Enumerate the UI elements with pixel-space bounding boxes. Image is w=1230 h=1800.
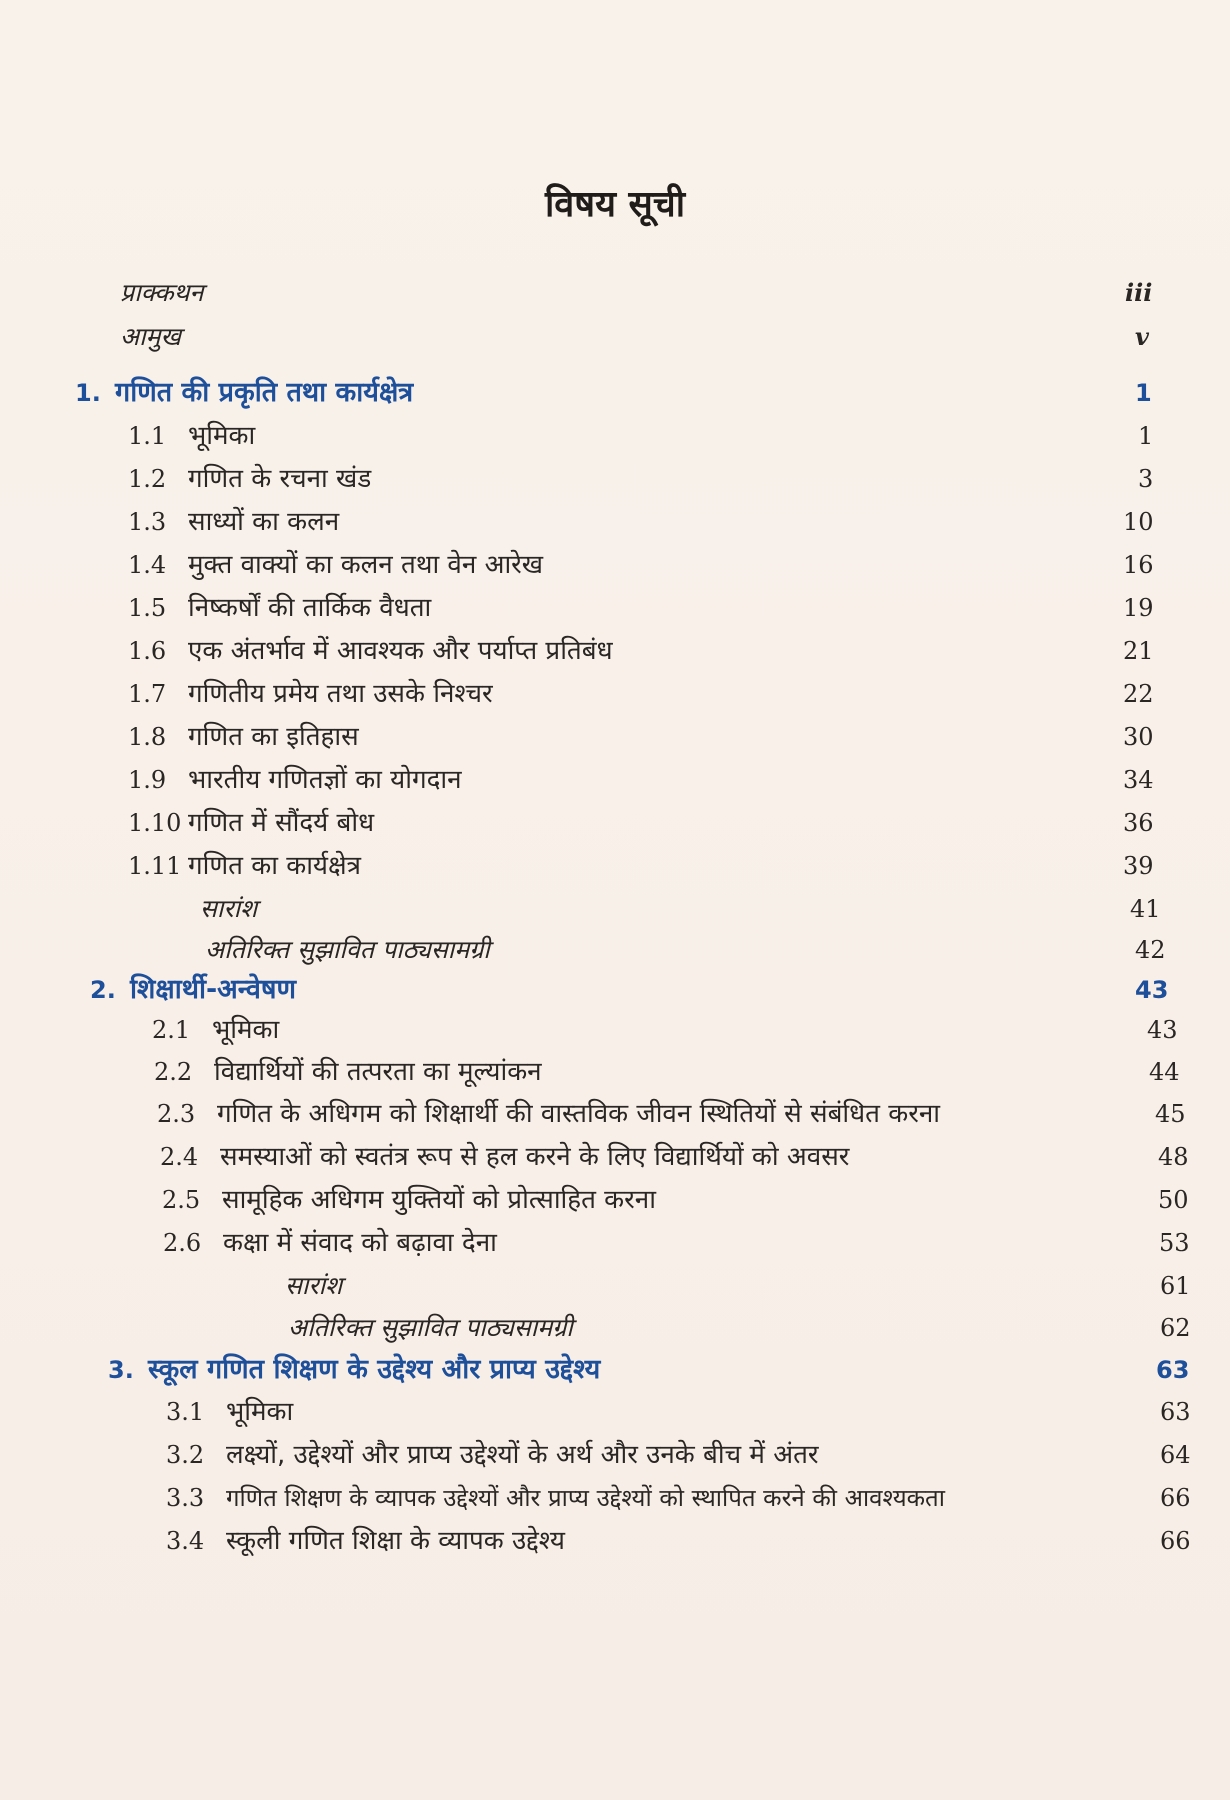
section-page: 1	[1138, 422, 1154, 450]
section-title: सामूहिक अधिगम युक्तियों को प्रोत्साहित करना	[222, 1185, 656, 1215]
section-page: 21	[1123, 637, 1154, 665]
summary-label: सारांश	[285, 1271, 343, 1300]
section-page: 30	[1123, 723, 1154, 751]
section-page: 22	[1123, 680, 1154, 708]
section-title: गणित शिक्षण के व्यापक उद्देश्यों और प्राप्य उद्देश्यों को स्थापित करने की आवश्यकता	[226, 1484, 945, 1512]
entry-label: प्राक्कथन	[120, 278, 204, 307]
chapter-page: 43	[1135, 976, 1169, 1004]
section-page: 64	[1160, 1441, 1191, 1469]
section-number: 1.11	[128, 852, 182, 880]
section-page: 43	[1147, 1016, 1178, 1044]
toc-entry-foreword	[120, 273, 1153, 313]
chapter-title: स्कूल गणित शिक्षण के उद्देश्य और प्राप्य उद्देश्य	[148, 1354, 601, 1385]
section-title: गणित में सौंदर्य बोध	[188, 808, 375, 838]
section-title: एक अंतर्भाव में आवश्यक और पर्याप्त प्रतिबंध	[188, 636, 613, 666]
chapter-title: शिक्षार्थी-अन्वेषण	[130, 974, 296, 1005]
toc-entry-preface	[120, 317, 1150, 357]
section-number: 3.4	[166, 1527, 205, 1555]
section-title: भूमिका	[212, 1015, 280, 1045]
section-number: 1.5	[128, 594, 167, 622]
entry-label: आमुख	[120, 322, 181, 351]
section-title: कक्षा में संवाद को बढ़ावा देना	[223, 1228, 497, 1258]
section-number: 1.1	[128, 422, 167, 450]
section-page: 19	[1123, 594, 1154, 622]
section-title: भूमिका	[226, 1397, 294, 1427]
section-page: 39	[1123, 852, 1154, 880]
toc-chapter-3	[108, 1350, 1188, 1390]
section-page: 16	[1123, 551, 1154, 579]
further-reading-label: अतिरिक्त सुझावित पाठ्यसामग्री	[288, 1313, 573, 1342]
section-page: 66	[1160, 1484, 1191, 1512]
section-number: 2.2	[154, 1058, 193, 1086]
section-title: विद्यार्थियों की तत्परता का मूल्यांकन	[214, 1057, 542, 1087]
section-number: 2.5	[162, 1186, 201, 1214]
chapter-title: गणित की प्रकृति तथा कार्यक्षेत्र	[115, 377, 414, 408]
section-number: 1.4	[128, 551, 167, 579]
section-page: 34	[1123, 766, 1154, 794]
section-page: 45	[1155, 1100, 1186, 1128]
section-page: 66	[1160, 1527, 1191, 1555]
section-title: साध्यों का कलन	[188, 507, 340, 537]
section-number: 1.8	[128, 723, 167, 751]
section-number: 2.1	[152, 1016, 191, 1044]
section-title: भारतीय गणितज्ञों का योगदान	[188, 765, 462, 795]
section-page: 10	[1123, 508, 1154, 536]
further-reading-label: अतिरिक्त सुझावित पाठ्यसामग्री	[205, 935, 490, 964]
summary-page: 61	[1160, 1272, 1191, 1300]
section-title: निष्कर्षों की तार्किक वैधता	[188, 593, 432, 623]
page-title: विषय सूची	[544, 184, 686, 225]
further-reading-page: 42	[1135, 936, 1166, 964]
section-number: 2.4	[160, 1143, 199, 1171]
section-title: गणितीय प्रमेय तथा उसके निश्चर	[188, 679, 493, 709]
section-number: 1.9	[128, 766, 167, 794]
entry-page: iii	[1125, 278, 1153, 307]
section-page: 44	[1149, 1058, 1180, 1086]
section-title: लक्ष्यों, उद्देश्यों और प्राप्य उद्देश्यों के अर्थ और उनके बीच में अंतर	[226, 1440, 819, 1470]
section-number: 2.6	[163, 1229, 202, 1257]
section-number: 1.6	[128, 637, 167, 665]
toc-chapter-1	[75, 373, 1155, 413]
section-page: 53	[1159, 1229, 1190, 1257]
further-reading-page: 62	[1160, 1314, 1191, 1342]
section-title: गणित के अधिगम को शिक्षार्थी की वास्तविक जीवन स्थितियों से संबंधित करना	[217, 1099, 940, 1129]
section-page: 36	[1123, 809, 1154, 837]
section-title: समस्याओं को स्वतंत्र रूप से हल करने के लिए विद्यार्थियों को अवसर	[220, 1142, 850, 1172]
section-title: गणित के रचना खंड	[188, 464, 372, 494]
entry-page: v	[1135, 322, 1149, 351]
chapter-page: 63	[1156, 1356, 1190, 1384]
section-title: गणित का कार्यक्षेत्र	[188, 851, 361, 881]
section-number: 1.10	[128, 809, 182, 837]
section-number: 1.3	[128, 508, 167, 536]
section-number: 3.1	[166, 1398, 205, 1426]
section-page: 50	[1158, 1186, 1189, 1214]
section-number: 1.2	[128, 465, 167, 493]
section-page: 48	[1158, 1143, 1189, 1171]
section-page: 3	[1138, 465, 1154, 493]
summary-page: 41	[1130, 895, 1161, 923]
chapter-number: 1.	[75, 379, 101, 407]
section-title: स्कूली गणित शिक्षा के व्यापक उद्देश्य	[226, 1526, 565, 1556]
section-number: 1.7	[128, 680, 167, 708]
section-number: 3.3	[166, 1484, 205, 1512]
summary-label: सारांश	[200, 894, 258, 923]
chapter-number: 2.	[90, 976, 116, 1004]
section-title: मुक्त वाक्यों का कलन तथा वेन आरेख	[188, 550, 544, 580]
section-title: भूमिका	[188, 421, 256, 451]
toc-chapter-2	[90, 970, 1170, 1010]
section-number: 3.2	[166, 1441, 205, 1469]
section-title: गणित का इतिहास	[188, 722, 359, 752]
section-number: 2.3	[157, 1100, 196, 1128]
section-page: 63	[1160, 1398, 1191, 1426]
chapter-number: 3.	[108, 1356, 134, 1384]
chapter-page: 1	[1135, 379, 1152, 407]
